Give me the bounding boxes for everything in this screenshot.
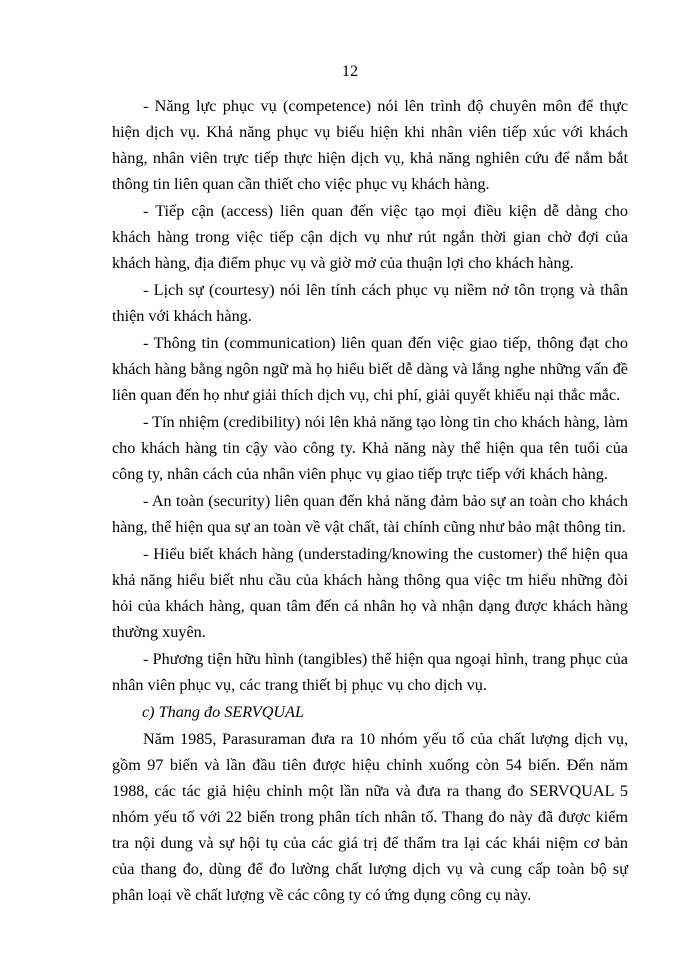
- paragraph-courtesy: - Lịch sự (courtesy) nói lên tính cách phục vụ niềm nở tôn trọng và thân thiện với khách hàng.: [112, 281, 628, 325]
- section-heading: c) Thang đo SERVQUAL: [142, 703, 305, 721]
- page-number: 12: [341, 62, 359, 80]
- paragraph-credibility: - Tín nhiệm (credibility) nói lên khả năng tạo lòng tin cho khách hàng, làm cho khách hàng tin cậy vào công ty. Khả năng này thể hiện qua tên tuổi của công ty, nhân cách của nhân viên phục vụ giao tiếp trực tiếp với khách hàng.: [112, 413, 628, 483]
- paragraph-servqual: Năm 1985, Parasuraman đưa ra 10 nhóm yếu tố của chất lượng dịch vụ, gồm 97 biến và lần đầu tiên được hiệu chỉnh xuống còn 54 biến. Đến năm 1988, các tác giả hiệu chỉnh một lần nữa và đưa ra thang đo SERVQUAL 5 nhóm yếu tố với 22 biến trong phân tích nhân tố. Thang đo này đã được kiểm tra nội dung và sự hội tụ của các giá trị để thẩm tra lại các khái niệm cơ bản của thang đo, dùng để đo lường chất lượng dịch vụ và cung cấp toàn bộ sự phân loại về chất lượng về các công ty có ứng dụng công cụ này.: [112, 730, 628, 904]
- paragraph-competence: - Năng lực phục vụ (competence) nói lên trình độ chuyên môn để thực hiện dịch vụ. Khả năng phục vụ biểu hiện khi nhân viên tiếp xúc với khách hàng, nhân viên trực tiếp thực hiện dịch vụ, khả năng nghiên cứu để nắm bắt thông tin liên quan cần thiết cho việc phục vụ khách hàng.: [112, 97, 628, 193]
- paragraph-security: - An toàn (security) liên quan đến khả năng đảm bảo sự an toàn cho khách hàng, thể hiện qua sự an toàn về vật chất, tài chính cũng như bảo mật thông tin.: [112, 492, 628, 536]
- paragraph-communication: - Thông tin (communication) liên quan đến việc giao tiếp, thông đạt cho khách hàng bằng ngôn ngữ mà họ hiểu biết dễ dàng và lắng nghe những vấn đề liên quan đến họ như giải thích dịch vụ, chi phí, giải quyết khiếu nại thắc mắc.: [112, 334, 628, 404]
- paragraph-tangibles: - Phương tiện hữu hình (tangibles) thể hiện qua ngoại hình, trang phục của nhân viên phục vụ, các trang thiết bị phục vụ cho dịch vụ.: [112, 650, 628, 694]
- paragraph-access: - Tiếp cận (access) liên quan đến việc tạo mọi điều kiện dễ dàng cho khách hàng trong việc tiếp cận dịch vụ như rút ngắn thời gian chờ đợi của khách hàng, địa điểm phục vụ và giờ mở của thuận lợi cho khách hàng.: [112, 202, 628, 272]
- paragraph-understanding: - Hiểu biết khách hàng (understading/knowing the customer) thể hiện qua khả năng hiểu biết nhu cầu của khách hàng thông qua việc tm hiểu những đòi hỏi của khách hàng, quan tâm đến cá nhân họ và nhận dạng được khách hàng thường xuyên.: [112, 545, 628, 641]
- document-body: [112, 93, 628, 909]
